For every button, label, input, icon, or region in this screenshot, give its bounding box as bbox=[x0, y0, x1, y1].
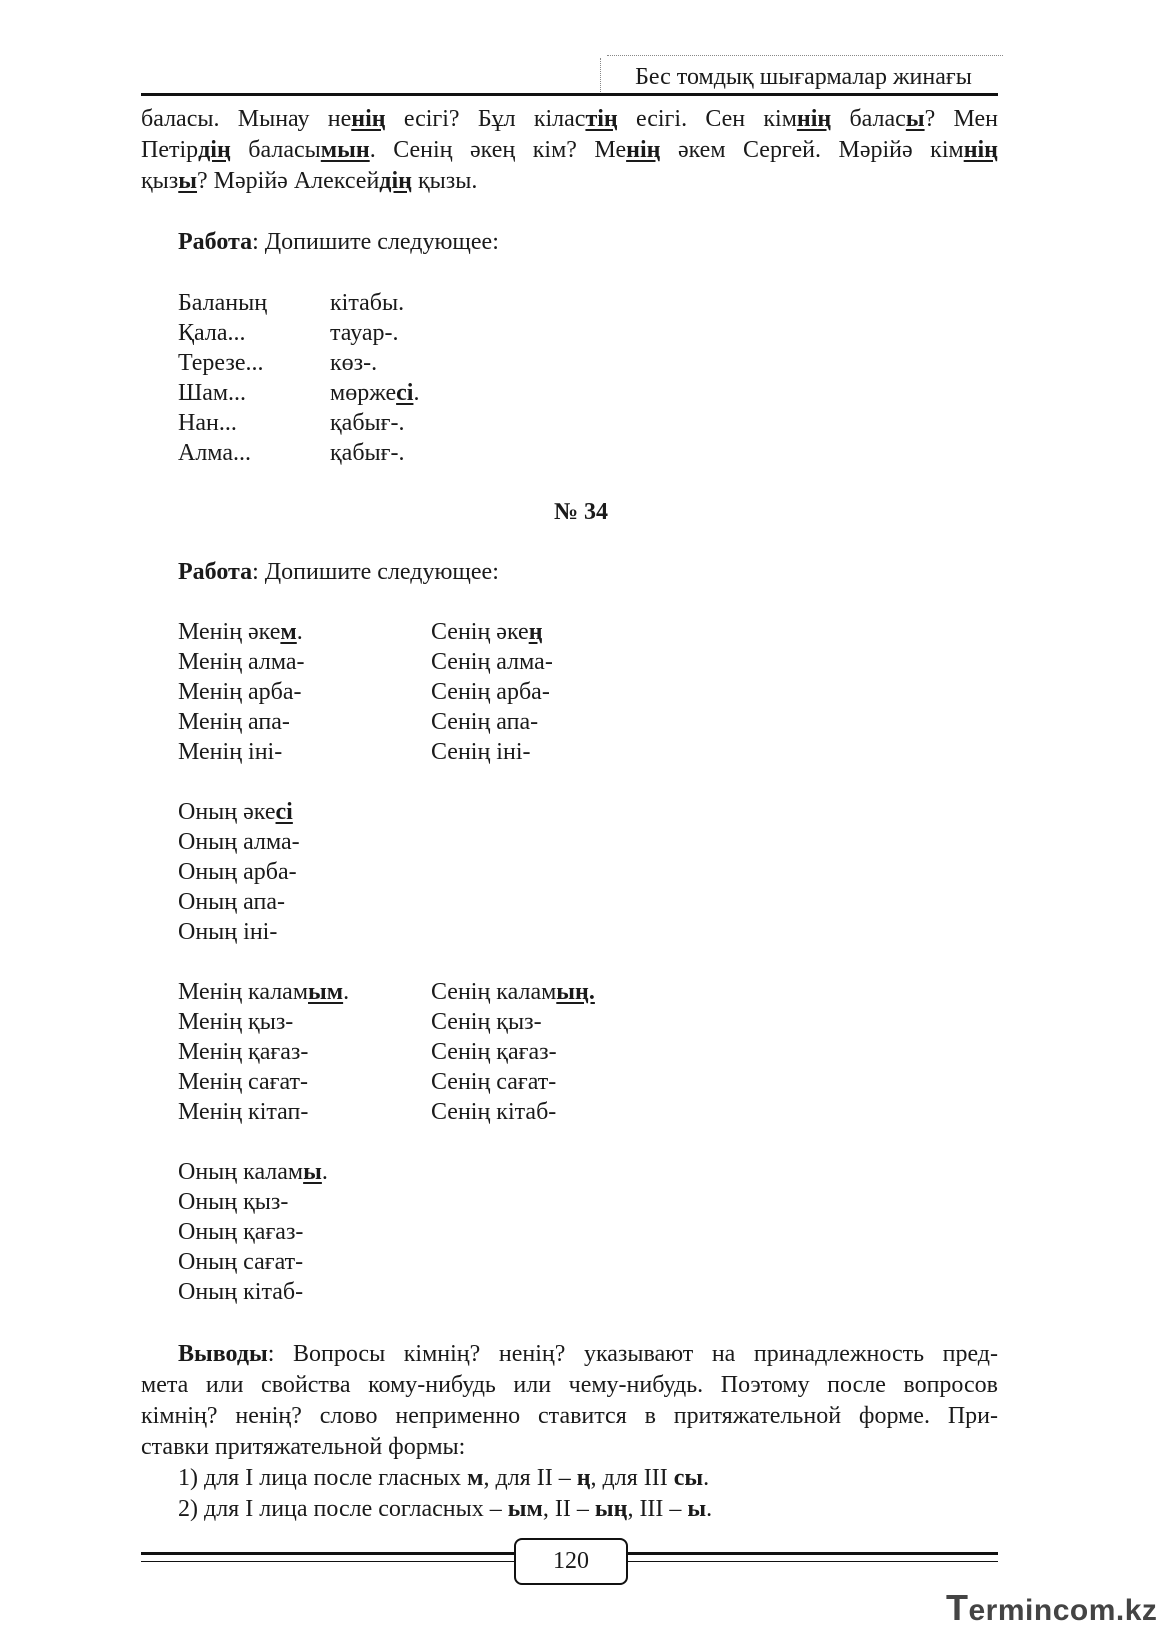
g1-left-1: Менің әкем. bbox=[178, 619, 303, 645]
g3-right-3: Сенің қағаз- bbox=[431, 1039, 557, 1065]
g1-left-5: Менің іні- bbox=[178, 739, 283, 765]
g3-right-5: Сенің кітаб- bbox=[431, 1099, 557, 1125]
footer-rule-left bbox=[141, 1552, 517, 1562]
g4-line-2: Оның қыз- bbox=[178, 1189, 289, 1215]
g2-line-1: Оның әкесі bbox=[178, 799, 293, 825]
g2-line-4: Оның апа- bbox=[178, 889, 285, 915]
footer-rule-right bbox=[623, 1552, 998, 1562]
g4-line-3: Оның қағаз- bbox=[178, 1219, 304, 1245]
g1-left-2: Менің алма- bbox=[178, 649, 305, 675]
g2-line-5: Оның іні- bbox=[178, 919, 278, 945]
header-decoration bbox=[607, 55, 1003, 56]
running-header: Бес томдық шығармалар жинағы bbox=[635, 64, 972, 90]
g4-line-1: Оның каламы. bbox=[178, 1159, 328, 1185]
conclusion-rule-2: 2) для I лица после согласных – ым, II – ың, III – ы. bbox=[178, 1496, 713, 1522]
task1-row-2-right: тауар-. bbox=[330, 320, 399, 346]
task1-row-1-left: Баланың bbox=[178, 290, 268, 316]
g1-right-2: Сенің алма- bbox=[431, 649, 553, 675]
g3-left-1: Менің каламым. bbox=[178, 979, 350, 1005]
task1-heading: Работа: Допишите следующее: bbox=[178, 229, 499, 255]
g3-right-2: Сенің қыз- bbox=[431, 1009, 542, 1035]
watermark-logo: Termincom.kz bbox=[946, 1587, 1158, 1628]
g3-left-4: Менің сағат- bbox=[178, 1069, 308, 1095]
g2-line-2: Оның алма- bbox=[178, 829, 300, 855]
task1-row-3-left: Терезе... bbox=[178, 350, 264, 376]
task1-row-6-right: қабығ-. bbox=[330, 440, 405, 466]
page-number: 120 bbox=[514, 1538, 628, 1585]
g3-right-4: Сенің сағат- bbox=[431, 1069, 557, 1095]
task1-row-2-left: Қала... bbox=[178, 320, 246, 346]
g1-right-5: Сенің іні- bbox=[431, 739, 531, 765]
task1-row-4-right: мөржесі. bbox=[330, 380, 420, 406]
intro-paragraph bbox=[141, 104, 998, 197]
task1-row-5-right: қабығ-. bbox=[330, 410, 405, 436]
intro-line-2: Петірдің баласымын. Сенің әкең кім? Менің әкем Сергей. Мәрійә кімнің bbox=[141, 137, 999, 163]
g4-line-4: Оның сағат- bbox=[178, 1249, 304, 1275]
g1-left-3: Менің арба- bbox=[178, 679, 302, 705]
conclusion-line-1: Выводы: Вопросы кімнің? ненің? указывают на принадлежность пред- bbox=[178, 1341, 998, 1367]
g3-left-2: Менің қыз- bbox=[178, 1009, 294, 1035]
g2-line-3: Оның арба- bbox=[178, 859, 297, 885]
task1-row-6-left: Алма... bbox=[178, 440, 251, 466]
intro-line-3: қызы? Мәрійә Алексейдің қызы. bbox=[141, 168, 478, 194]
conclusion-line-3: кімнің? ненің? слово неприменно ставится в притяжательной форме. При- bbox=[141, 1403, 998, 1429]
intro-line-1: баласы. Мынау ненің есігі? Бұл кіластің есігі. Сен кімнің баласы? Мен bbox=[141, 106, 999, 132]
task1-row-1-right: кітабы. bbox=[330, 290, 405, 316]
task1-row-4-left: Шам... bbox=[178, 380, 247, 406]
g1-right-3: Сенің арба- bbox=[431, 679, 550, 705]
task2-heading: Работа: Допишите следующее: bbox=[178, 559, 499, 585]
conclusion-rule-1: 1) для I лица после гласных м, для II – ң, для III сы. bbox=[178, 1465, 710, 1491]
conclusion-line-4: ставки притяжательной формы: bbox=[141, 1434, 466, 1460]
conclusion-line-2: мета или свойства кому-нибудь или чему-нибудь. Поэтому после вопросов bbox=[141, 1372, 998, 1398]
g1-right-4: Сенің апа- bbox=[431, 709, 539, 735]
g1-left-4: Менің апа- bbox=[178, 709, 290, 735]
g3-left-3: Менің қағаз- bbox=[178, 1039, 309, 1065]
g3-left-5: Менің кітап- bbox=[178, 1099, 309, 1125]
g4-line-5: Оның кітаб- bbox=[178, 1279, 304, 1305]
section-number: № 34 bbox=[553, 499, 609, 525]
conclusion-paragraph bbox=[141, 1339, 998, 1525]
task1-row-5-left: Нан... bbox=[178, 410, 237, 436]
header-rule bbox=[141, 93, 998, 96]
g1-right-1: Сенің әкең bbox=[431, 619, 543, 645]
g3-right-1: Сенің каламың. bbox=[431, 979, 595, 1005]
task1-row-3-right: көз-. bbox=[330, 350, 378, 376]
header-decoration-vertical bbox=[600, 58, 601, 92]
